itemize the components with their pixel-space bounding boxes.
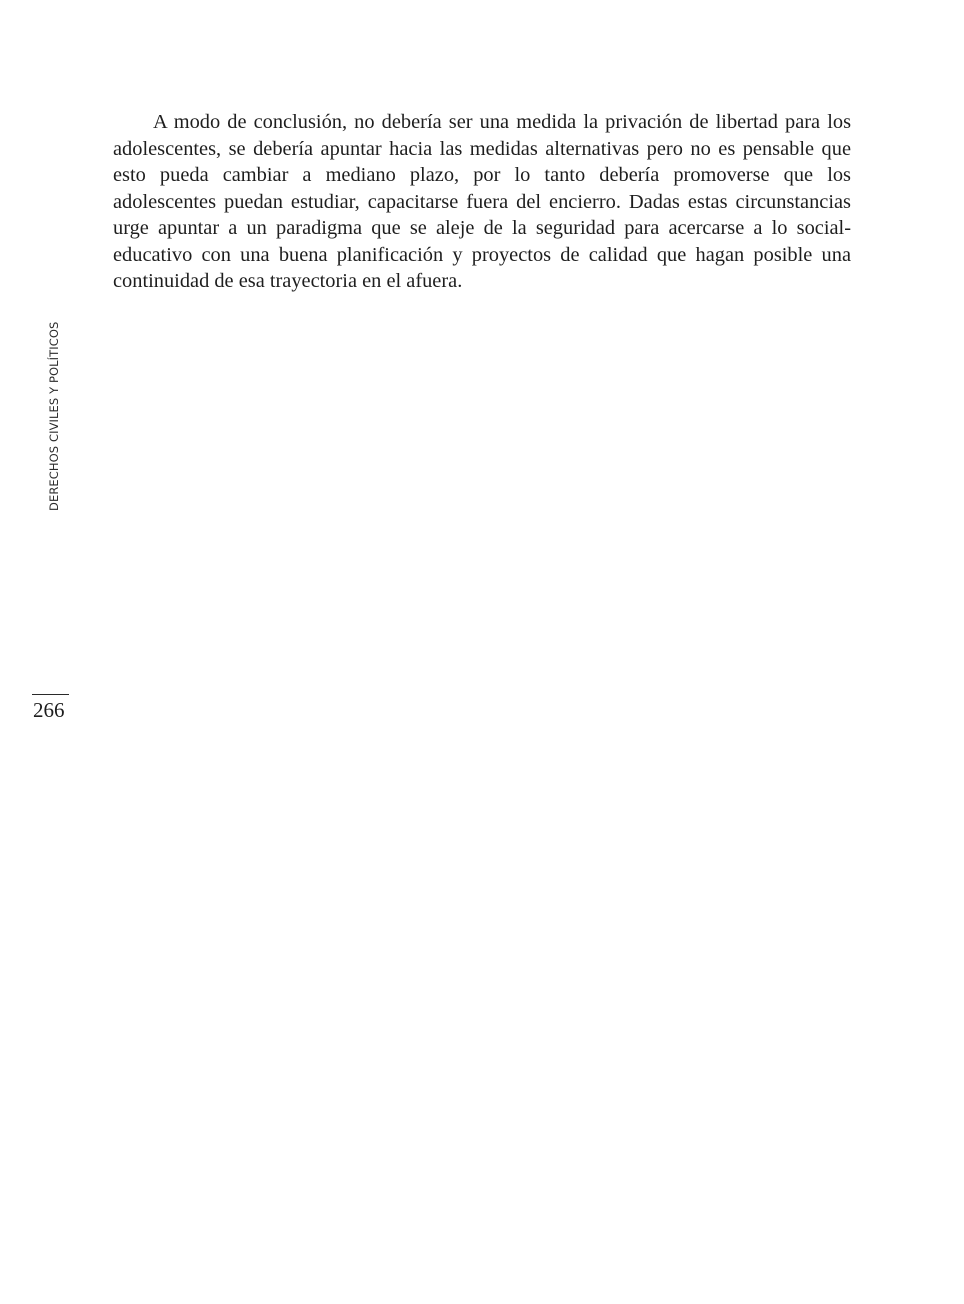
running-head-vertical: DERECHOS CIVILES Y POLÍTICOS	[47, 321, 61, 511]
page-number: 266	[33, 698, 65, 722]
body-paragraph: A modo de conclusión, no debería ser una medida la privación de libertad para los adolescentes, se debería apuntar hacia las medidas alternativas pero no es pensable que esto pueda cambiar a mediano plazo, por lo tanto debería promoverse que los adolescentes puedan estudiar, capacitarse fuera del encierro. Dadas estas circunstancias urge apuntar a un paradigma que se aleje de la seguridad para acercarse a lo social-educativo con una buena planificación y proyectos de calidad que hagan posible una continuidad de esa trayectoria en el afuera.	[113, 111, 851, 292]
page-number-rule	[32, 694, 69, 695]
